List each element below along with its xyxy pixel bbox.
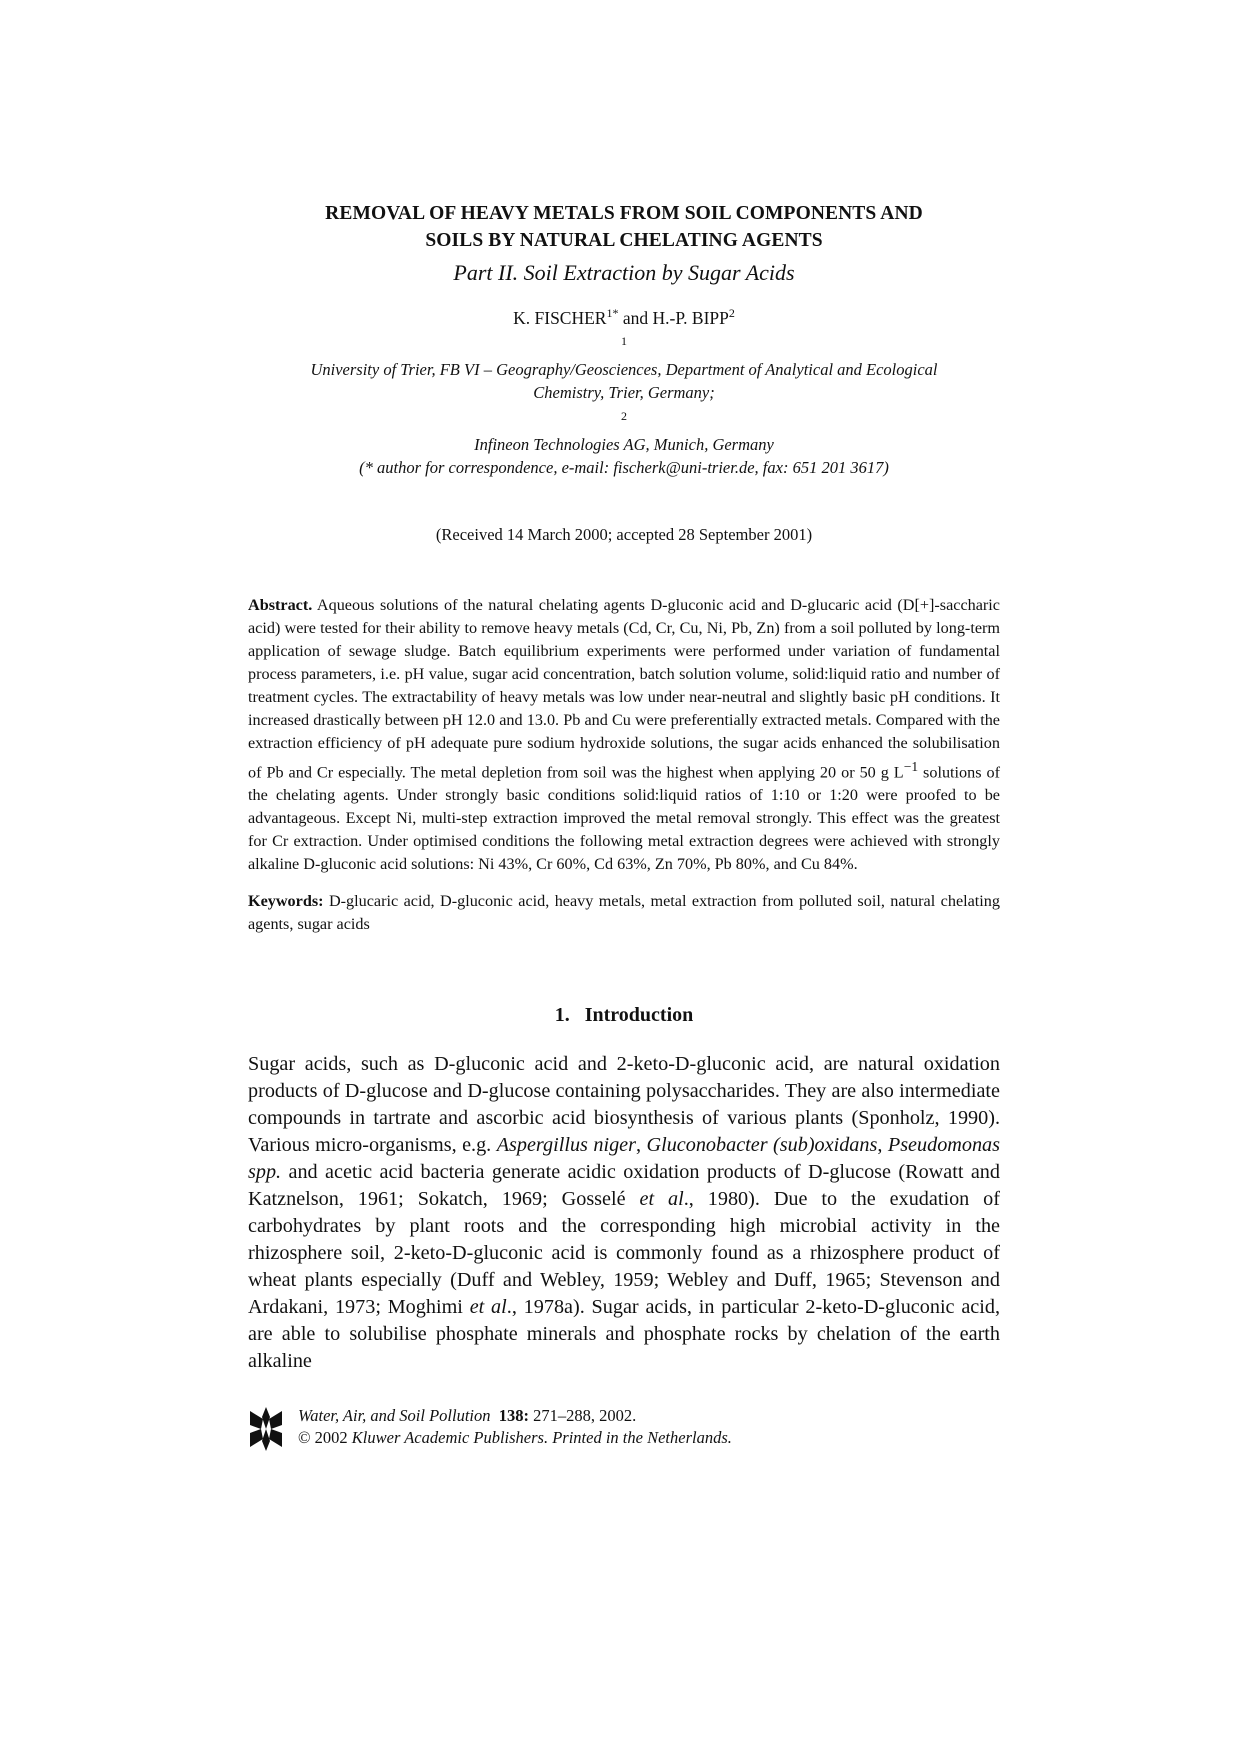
article-subtitle: Part II. Soil Extraction by Sugar Acids bbox=[453, 260, 795, 285]
publisher-logo-icon bbox=[248, 1407, 284, 1451]
article-title bbox=[248, 200, 1000, 254]
keywords-label: Keywords: bbox=[248, 892, 324, 911]
body-text-1: Sugar acids, such as D-gluconic acid and 2-keto-D-gluconic acid, are natural oxidation products of D-glucose and D-glucose containing polysaccharides. They are also intermediate compounds in tartrate and ascorbic acid biosynthesis of various plants (Sponholz, 1990). Various micro-organisms, e.g. bbox=[248, 1053, 1000, 1157]
abstract-text-2: solutions of the chelating agents. Under strongly basic conditions solid:liquid ratios of 1:10 or 1:20 were proofed to be advantageous. Except Ni, multi-step extraction improved the metal removal strongly. This effect was the greatest for Cr extraction. Under optimised conditions the following metal extraction degrees were achieved with strongly alkaline D-gluconic acid solutions: Ni 43%, Cr 60%, Cd 63%, Zn 70%, Pb 80%, and Cu 84%. bbox=[248, 763, 1000, 874]
affiliation-1-text: University of Trier, FB VI – Geography/Geosciences, Department of Analytical and Ecological bbox=[310, 359, 938, 379]
abstract-label: Abstract. bbox=[248, 595, 313, 614]
copyright-year: © 2002 bbox=[298, 1428, 352, 1447]
affiliation-line-1 bbox=[234, 330, 1014, 382]
affiliation-1-marker: 1 bbox=[621, 333, 627, 348]
author-1-marker: 1* bbox=[606, 306, 619, 320]
journal-name: Water, Air, and Soil Pollution bbox=[298, 1406, 491, 1425]
journal-footer bbox=[248, 1405, 1000, 1455]
received-dates: (Received 14 March 2000; accepted 28 September 2001) bbox=[435, 524, 813, 544]
body-italic-5: et al bbox=[469, 1296, 507, 1319]
body-text-3: , bbox=[877, 1134, 888, 1157]
journal-citation bbox=[298, 1405, 732, 1427]
affiliation-2-text: Infineon Technologies AG, Munich, Germany bbox=[474, 434, 774, 454]
section-title: Introduction bbox=[584, 1004, 694, 1027]
keywords bbox=[248, 890, 1000, 936]
affiliations bbox=[234, 330, 1014, 480]
affiliation-2-marker: 2 bbox=[621, 408, 627, 423]
title-line-1: REMOVAL OF HEAVY METALS FROM SOIL COMPONENTS AND bbox=[325, 203, 923, 224]
title-line-2: SOILS BY NATURAL CHELATING AGENTS bbox=[425, 230, 823, 251]
affiliation-line-2 bbox=[234, 381, 1014, 456]
author-1-name: K. FISCHER bbox=[513, 307, 607, 328]
body-text-5: ., 1980). Due to the exudation of carbohydrates by plant roots and the corresponding high microbial activity in the rhizosphere soil, 2-keto-D-gluconic acid is commonly found as a rhizosphere product of wheat plants especially (Duff and Webley, 1959; Webley and Duff, 1965; Stevenson and Ardakani, 1973; Moghimi bbox=[248, 1188, 1001, 1319]
article-page bbox=[248, 200, 1000, 1375]
journal-volume: 138: bbox=[498, 1406, 530, 1425]
author-2-marker: 2 bbox=[728, 306, 735, 320]
journal-pages: 271–288, 2002. bbox=[529, 1406, 637, 1425]
author-and: and bbox=[618, 307, 653, 328]
abstract-text-1: Aqueous solutions of the natural chelating agents D-gluconic acid and D-glucaric acid (D[+]-saccharic acid) were tested for their ability to remove heavy metals (Cd, Cr, Cu, Ni, Pb, Zn) from a soil polluted by long-term application of sewage sludge. Batch equilibrium experiments were performed under variation of fundamental process parameters, i.e. pH value, sugar acid concentration, batch solution volume, solid:liquid ratio and number of treatment cycles. The extractability of heavy metals was low under near-neutral and slightly basic pH conditions. It increased drastically between pH 12.0 and 13.0. Pb and Cu were preferentially extracted metals. Compared with the extraction efficiency of pH adequate pure sodium hydroxide solutions, the sugar acids enhanced the solubilisation of Pb and Cr especially. The metal depletion from soil was the highest when applying 20 or 50 g L bbox=[248, 595, 1000, 782]
author-2-name: H.-P. BIPP bbox=[652, 307, 729, 328]
correspondence-note: (* author for correspondence, e-mail: fischerk@uni-trier.de, fax: 651 201 3617) bbox=[359, 458, 889, 478]
body-text-2: , bbox=[635, 1134, 647, 1157]
introduction-paragraph bbox=[248, 1051, 1000, 1375]
keywords-text: D-glucaric acid, D-gluconic acid, heavy metals, metal extraction from polluted soil, natural chelating agents, sugar acids bbox=[248, 892, 1000, 934]
footer-citation bbox=[298, 1405, 732, 1449]
body-italic-3: Pseudomonas spp. bbox=[248, 1134, 1001, 1184]
abstract-superscript: −1 bbox=[903, 758, 919, 774]
copyright-line bbox=[298, 1427, 732, 1449]
body-text-6: ., 1978a). Sugar acids, in particular 2-keto-D-gluconic acid, are able to solubilise phosphate minerals and phosphate rocks by chelation of the earth alkaline bbox=[248, 1296, 1000, 1373]
section-number: 1. bbox=[554, 1004, 570, 1027]
affiliation-1-cont: Chemistry, Trier, Germany; bbox=[533, 383, 715, 403]
abstract bbox=[248, 594, 1000, 876]
body-text-4: and acetic acid bacteria generate acidic oxidation products of D-glucose (Rowatt and Katznelson, 1961; Sokatch, 1969; Gosselé bbox=[248, 1161, 1000, 1211]
author-list bbox=[248, 306, 1000, 329]
section-heading-introduction bbox=[248, 1004, 1000, 1027]
publisher-name: Kluwer Academic Publishers. Printed in the Netherlands. bbox=[351, 1428, 732, 1447]
body-italic-2: Gluconobacter (sub)oxidans bbox=[646, 1134, 878, 1157]
body-italic-1: Aspergillus niger bbox=[496, 1134, 636, 1157]
body-italic-4: et al bbox=[639, 1188, 684, 1211]
